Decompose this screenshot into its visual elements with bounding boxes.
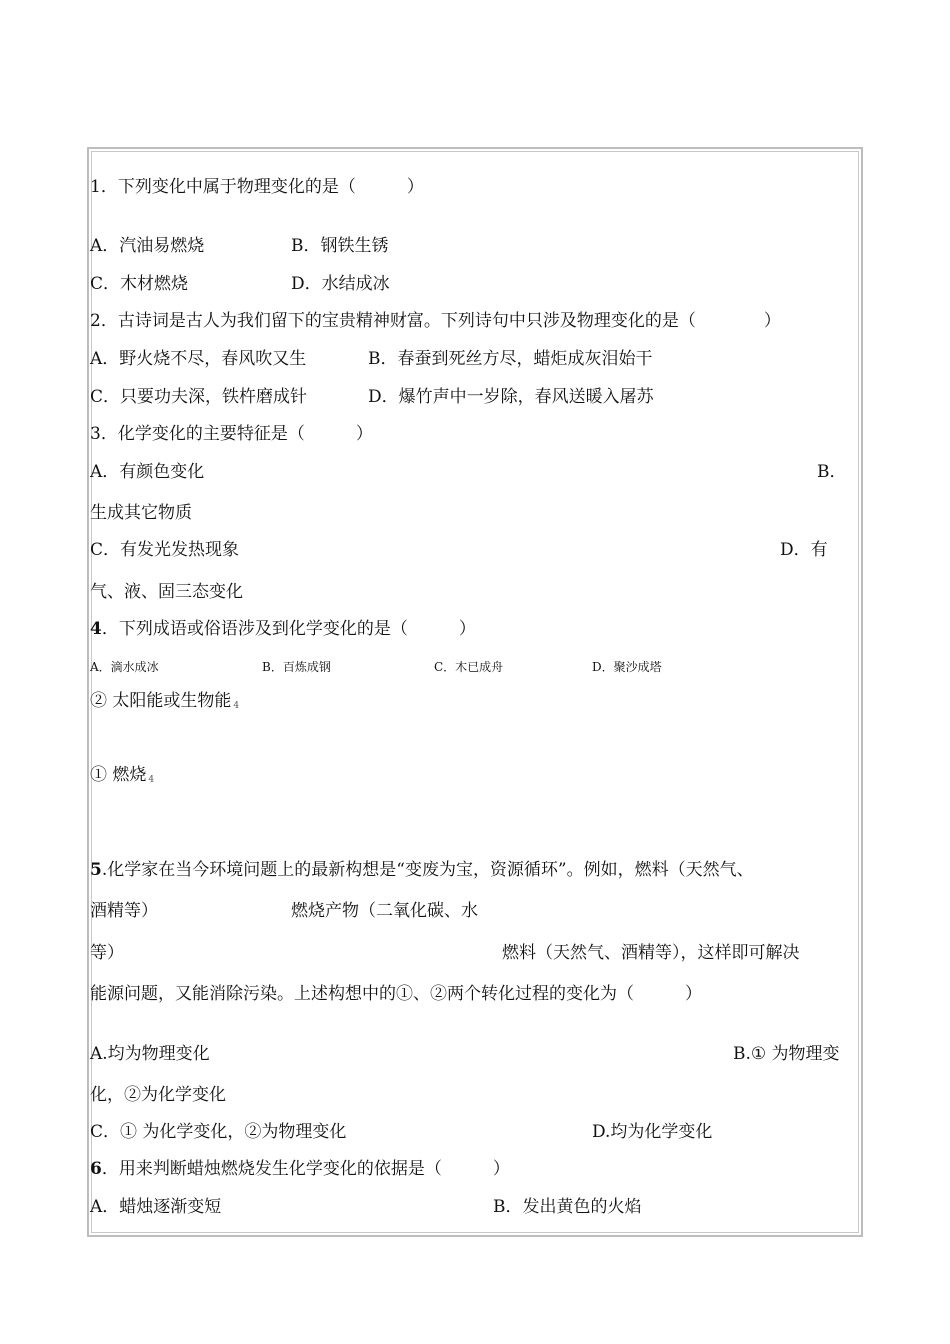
q5-option-b-head: B.① 为物理变 <box>733 1044 840 1064</box>
q6-stem <box>90 1159 510 1179</box>
diagram-label-1-text: ① 燃烧 <box>90 765 147 785</box>
q6-option-a: A．蜡烛逐渐变短 <box>90 1197 222 1217</box>
diagram-label-1 <box>90 765 154 790</box>
q1-option-b: B．钢铁生锈 <box>291 236 389 256</box>
q3-option-d-tail: 气、液、固三态变化 <box>90 582 243 602</box>
q6-number: 6 <box>90 1159 102 1179</box>
q6-stem-text: ．用来判断蜡烛燃烧发生化学变化的依据是（ ） <box>101 1159 510 1179</box>
q5-line-3-right: 燃料（天然气、酒精等），这样即可解决 <box>502 943 800 963</box>
q3-stem: 3．化学变化的主要特征是（ ） <box>90 424 373 444</box>
q5-option-b-tail: 化，②为化学变化 <box>90 1085 226 1105</box>
diagram-label-2-text: ② 太阳能或生物能 <box>90 691 232 711</box>
q4-option-c: C．木已成舟 <box>434 660 504 674</box>
q3-option-b-tail: 生成其它物质 <box>90 503 192 523</box>
q2-option-b: B．春蚕到死丝方尽，蜡炬成灰泪始干 <box>368 349 653 369</box>
q5-line-2-left: 酒精等） <box>90 901 158 921</box>
q1-option-d: D．水结成冰 <box>291 274 390 294</box>
q2-stem: 2．古诗词是古人为我们留下的宝贵精神财富。下列诗句中只涉及物理变化的是（ ） <box>90 311 781 331</box>
diagram-label-2-sub: 4 <box>233 701 240 711</box>
diagram-label-2 <box>90 691 239 716</box>
q1-option-c: C．木材燃烧 <box>90 274 189 294</box>
q3-option-a: A．有颜色变化 <box>90 462 205 482</box>
q6-option-b: B．发出黄色的火焰 <box>493 1197 642 1217</box>
q2-option-d: D．爆竹声中一岁除，春风送暖入屠苏 <box>368 387 654 407</box>
q3-option-c: C．有发光发热现象 <box>90 540 240 560</box>
q5-line-1 <box>90 860 754 880</box>
q4-stem-text: ．下列成语或俗语涉及到化学变化的是（ ） <box>101 619 476 639</box>
q4-option-a: A．滴水成冰 <box>90 660 159 674</box>
q5-number: 5 <box>90 860 102 880</box>
q3-option-d-head: D．有 <box>780 540 828 560</box>
q1-stem: 1．下列变化中属于物理变化的是（ ） <box>90 177 424 197</box>
q1-option-a: A．汽油易燃烧 <box>90 236 205 256</box>
q2-option-a: A．野火烧不尽，春风吹又生 <box>90 349 307 369</box>
q3-option-b-head: B． <box>817 462 847 482</box>
q4-number: 4 <box>90 619 102 639</box>
q5-line-4: 能源问题，又能消除污染。上述构想中的①、②两个转化过程的变化为（ ） <box>90 984 702 1004</box>
q4-option-d: D．聚沙成塔 <box>592 660 662 674</box>
q4-stem <box>90 619 476 639</box>
q2-option-c: C．只要功夫深，铁杵磨成针 <box>90 387 308 407</box>
q5-option-d: D.均为化学变化 <box>592 1122 713 1142</box>
diagram-label-1-sub: 4 <box>148 775 155 785</box>
q5-option-c: C．① 为化学变化，②为物理变化 <box>90 1122 347 1142</box>
q5-line-1-text: .化学家在当今环境问题上的最新构想是“变废为宝，资源循环”。例如，燃料（天然气、 <box>101 860 754 880</box>
q5-option-a: A.均为物理变化 <box>90 1044 210 1064</box>
q4-option-b: B．百炼成钢 <box>262 660 331 674</box>
q5-line-3-left: 等） <box>90 943 124 963</box>
q5-line-2-right: 燃烧产物（二氧化碳、水 <box>291 901 478 921</box>
